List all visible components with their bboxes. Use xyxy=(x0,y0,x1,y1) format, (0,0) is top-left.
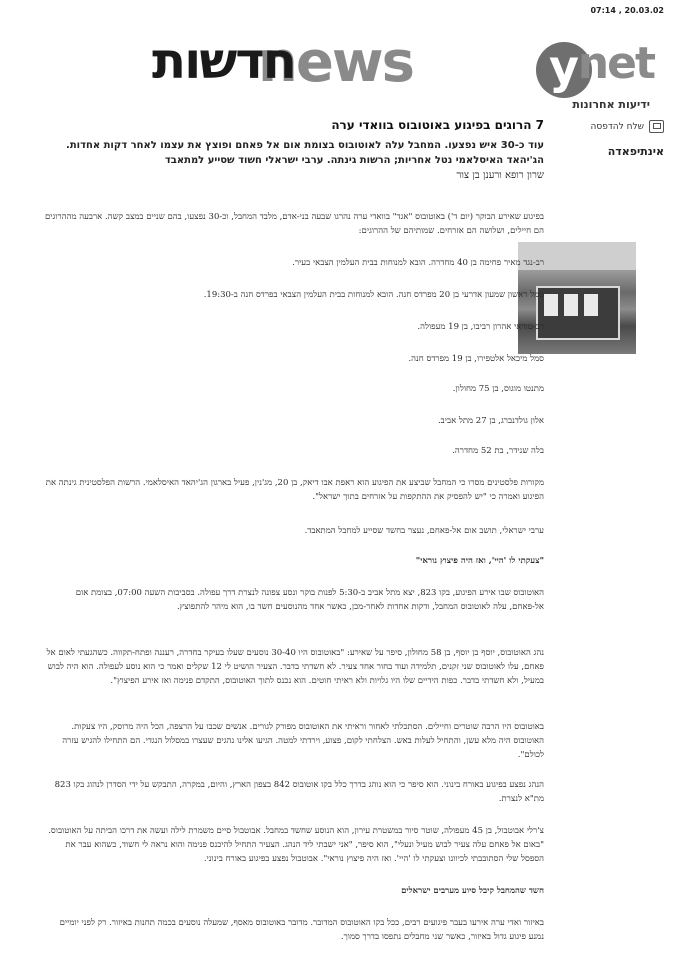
photo-window xyxy=(544,294,558,316)
article-paragraph: מתנטו מוגוס, בן 75 מחולון. xyxy=(452,384,544,394)
printer-icon xyxy=(649,120,664,133)
article-paragraph: בפיגוע שאירע הבוקר (יום ד') באוטובוס "אגד" בוואדי ערה נהרגו שבעה בני-אדם, מלבד המחבל, וכ-30 נפצעו, בהם שניים במצב קשה. ארבעה מההרוגים הם חיילים, ושלושה הם אזרחים. שמותיהם של ההרוגים: xyxy=(45,212,544,236)
article-paragraph: רב-נגד מאיר פחימה בן 40 מחדרה. הובא למנוחות בבית העלמין הצבאי בעיר. xyxy=(292,258,544,268)
article-paragraph: באיזור ואדי ערה אירעו בעבר פיגועים רבים, ככל בקו האוטובוס המדובר. מדובר באוטובוס מאסף, שמעלה נוסעים בכמה תחנות באיזור. רק לפני יומיים נמנע פיגוע גדול באיזור, כאשר שני מחבלים נתפסו בדרך סמוך. xyxy=(59,918,544,942)
article-paragraph: האוטובוס שבו אירע הפיגוע, בקו 823, יצא מתל אביב ב-5:30 לפנות בוקר ונסע צפונה לנצרת דרך עפולה. בסביבות השעה 07:00, בצומת אום אל-פאחם, עלה לאוטובוס המחבל, ודקות אחדות לאחר-מכן, כאשר אחד מהנוסעים חשד בו, הוא מיהר להתפוצץ. xyxy=(75,588,544,612)
brand-hadashot: חדשות xyxy=(152,32,295,90)
article-paragraph: באוטובוס היו הרבה שוטרים וחיילים. הסתכלתי לאחור וראיתי את האוטובוס מפורק לגורים. אנשים שכבו על הרצפה, הכל היה מרוסק, היו צעקות. האוטובוס היה מלא עשן, והתחיל לעלות באש. הצלחתי לקום, פצוע, וירדתי למטה. הגיעו אלינו נהגים שעצרו במסלול הנגדי. הם התחילו להגיש עזרה לכולם". xyxy=(62,722,544,760)
print-label: שלח להדפסה xyxy=(590,121,644,132)
article-paragraph: נהג האוטובוס, יוסף בן יוסף, בן 58 מחולון, סיפר על שאירע: "באוטובוס היו 30-40 נוסעים שעלו בעיקר בחדרה, רעננה ופתח-תקווה. כשהגעתי לאום אל פאחם, עלו לאוטובוס שני זקנים, תלמידה ועוד בחור אחד צעיר. לא חשדתי בדבר. הצעיר הושיט לי 12 שקלים ואמר כי הוא נוסע לעפולה. הוא היה לבוש במעיל, ולא חשדתי בדבר. כפות הידיים שלו היו גלויות ולא ראיתי חוטים. הוא נכנס לתוך האוטובוס, התקדם פנימה ואז אירע הפיצוץ". xyxy=(46,648,544,686)
article-paragraph: רב-טוראי אהרון רביבו, בן 19 מעפולה. xyxy=(417,322,544,332)
ynet-logo[interactable] xyxy=(502,38,662,114)
article-paragraph: ערבי ישראלי, תושב אום אל-פאחם, נעצר בחשד שסייע למחבל המתאבד. xyxy=(304,526,544,536)
article-paragraph: סמל ראשון שמעון אדרעי בן 20 מפרדס חנה. הובא למנוחות בבית העלמין הצבאי בפרדס חנה ב-19:30. xyxy=(203,290,544,300)
timestamp: 07:14 , 20.03.02 xyxy=(590,6,664,15)
article-paragraph: חשד שהמחבל קיבל סיוע מערבים ישראלים xyxy=(401,886,544,896)
photo-window xyxy=(564,294,578,316)
section-label[interactable]: אינתיפאדה xyxy=(607,145,664,158)
article-paragraph: סמל מיכאל אלטפירו, בן 19 מפרדס חנה. xyxy=(408,354,544,364)
logo-y-circle: y xyxy=(536,42,592,98)
article-paragraph: בלה שנידר, בת 52 מחדרה. xyxy=(452,446,544,456)
article-paragraph: אלון גולדנברג, בן 27 מתל אביב. xyxy=(437,416,544,426)
article-paragraph: "צעקתי לו 'היי', ואז היה פיצוץ נוראי" xyxy=(415,556,544,566)
article xyxy=(44,118,544,181)
article-subhead: עוד כ-30 איש נפצעו. המחבל עלה לאוטובוס בצומת אום אל פאחם ופוצץ את עצמו לאחר דקות אחדות. הג'יהאד האיסלאמי נטל אחריות; הרשות גינתה. ערבי ישראלי חשוד שסייע למתאבד xyxy=(66,140,544,166)
photo-window xyxy=(584,294,598,316)
brand-news: news xyxy=(258,30,413,95)
article-paragraph: הנהג נפצע בפיגוע באורח בינוני. הוא סיפר כי הוא נוהג בדרך כלל בקו אוטובוס 842 בצפון הארץ, והיום, במקרה, התבקש על ידי הסדרן לנהוג בקו 823 מת"א לנצרת. xyxy=(54,780,544,804)
article-headline: 7 הרוגים בפיגוע באוטובוס בוואדי ערה xyxy=(331,118,544,132)
article-paragraph: מקורות פלסטינים מסרו כי המחבל שביצע את הפיגוע הוא ראפת אבו דיאק, בן 20, מג'נין, פעיל בארגון הג'יהאד האיסלאמי. הרשות הפלסטינית גינתה את הפיגוע ואמרה כי "יש להפסיק את ההתקפות על אזרחים בתוך ישראל". xyxy=(45,478,544,502)
logo-net: net xyxy=(577,38,654,89)
side-column xyxy=(554,120,664,158)
article-byline: שרון רופא ורענן בן צור xyxy=(456,170,544,181)
logo-subtitle: ידיעות אחרונות xyxy=(572,98,650,111)
print-link[interactable] xyxy=(554,120,664,133)
article-paragraph: צ'רלי אבוטבול, בן 45 מעפולה, שוטר סיור במשטרת עירון, הוא הנוסע שחשד במחבל. אבוטבול סיים משמרת לילה ועשה את דרכו הביתה על האוטובוס. "באום אל פאחם עלה צעיר לבוש מעיל ונעלי", הוא סיפר, "אני ישבתי ליד הנהג. הצעיר התחיל להיכנס פנימה והוא נראה לי חשוד, כשהוא עבר את הספסל שלי הסתובבתי לכיוונו וצעקתי לו 'היי'. ואז היה פיצוץ נוראי". אבוטבול נפצע בפיגוע באורח בינוני. xyxy=(48,826,544,864)
